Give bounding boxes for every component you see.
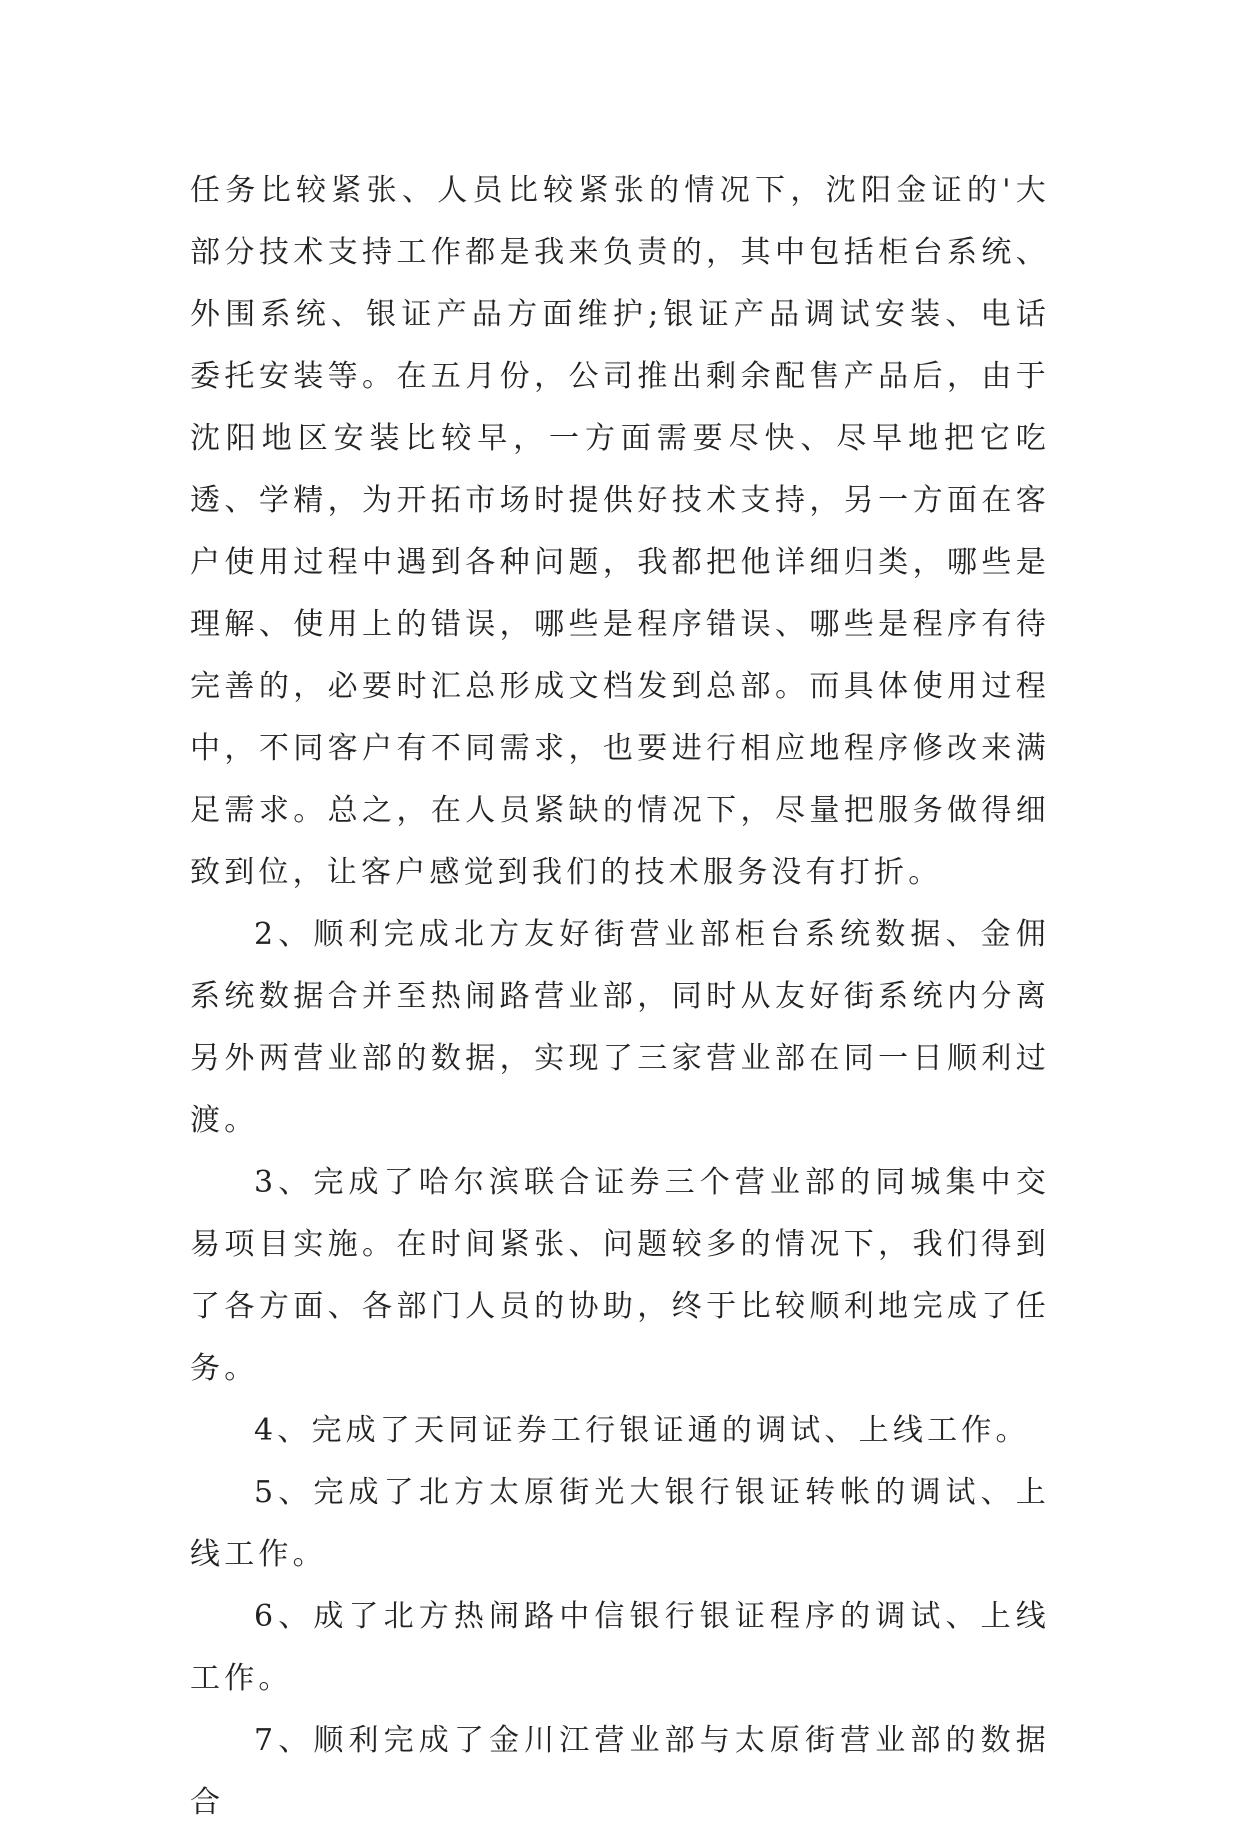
paragraph-item-2: 2、顺利完成北方友好街营业部柜台系统数据、金佣系统数据合并至热闹路营业部，同时从友好街系统内分离另外两营业部的数据，实现了三家营业部在同一日顺利过渡。 [190,917,1050,1138]
paragraph-item-3: 3、完成了哈尔滨联合证券三个营业部的同城集中交易项目实施。在时间紧张、问题较多的情况下，我们得到了各方面、各部门人员的协助，终于比较顺利地完成了任务。 [190,1165,1050,1386]
paragraph-item-6: 6、成了北方热闹路中信银行银证程序的调试、上线工作。 [190,1599,1050,1696]
paragraph-item-4: 4、完成了天同证券工行银证通的调试、上线工作。 [254,1413,1030,1448]
paragraph-continuation: 任务比较紧张、人员比较紧张的情况下，沈阳金证的'大部分技术支持工作都是我来负责的，其中包括柜台系统、外围系统、银证产品方面维护;银证产品调试安装、电话委托安装等。在五月份，公司推出剩余配售产品后，由于沈阳地区安装比较早，一方面需要尽快、尽早地把它吃透、学精，为开拓市场时提供好技术支持，另一方面在客户使用过程中遇到各种问题，我都把他详细归类，哪些是理解、使用上的错误，哪些是程序错误、哪些是程序有待完善的，必要时汇总形成文档发到总部。而具体使用过程中，不同客户有不同需求，也要进行相应地程序修改来满足需求。总之，在人员紧缺的情况下，尽量把服务做得细致到位，让客户感觉到我们的技术服务没有打折。 [190,173,1050,890]
paragraph-item-7: 7、顺利完成了金川江营业部与太原街营业部的数据合 [190,1723,1050,1820]
document-body [190,160,1050,1834]
paragraph-item-5: 5、完成了北方太原街光大银行银证转帐的调试、上线工作。 [190,1475,1050,1572]
